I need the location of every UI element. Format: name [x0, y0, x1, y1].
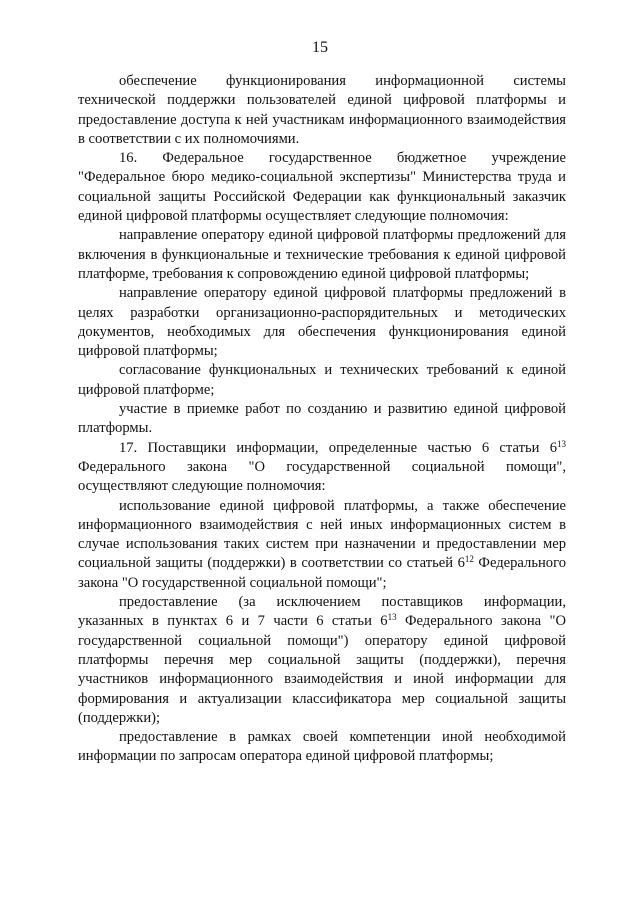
paragraph-text-part: Федерального закона "О государственной социальной помощи") оператору единой цифровой платформы перечня мер социальной защиты (поддержки), перечня участников информационного взаимодействия и иной информации для формирования и актуализации классификатора мер социальной защиты (поддержки); — [78, 613, 567, 726]
paragraph-item-16-approval: согласование функциональных и технических требований к единой цифровой платформе; — [78, 362, 566, 398]
paragraph-item-16-intro: 16. Федеральное государственное бюджетное учреждение "Федеральное бюро медико-социальной экспертизы" Министерства труда и социальной защиты Российской Федерации как функциональный заказчик единой цифровой платформы осуществляет следующие полномочия: — [78, 150, 566, 225]
paragraph-text-part: Федерального закона "О государственной социальной помощи"; — [78, 555, 566, 591]
paragraph-item-17-other-info: предоставление в рамках своей компетенции иной необходимой информации по запросам оператора единой цифровой платформы; — [78, 729, 566, 765]
page-number: 15 — [312, 39, 328, 56]
superscript-article-number: 12 — [464, 554, 474, 565]
paragraph-item-17-provide-lists — [78, 593, 566, 728]
paragraph-text-part: Федерального закона "О государственной социальной помощи", осуществляют следующие полномочия: — [78, 458, 566, 495]
paragraph-text-part: предоставление (за исключением поставщиков информации, указанных в пунктах 6 и 7 части 6 статьи 6 — [78, 594, 566, 630]
paragraph-item-16-proposals-requirements: направление оператору единой цифровой платформы предложений для включения в функциональные и технические требования к единой цифровой платформе, требования к сопровождению единой цифровой платформы; — [78, 227, 566, 282]
document-body — [78, 72, 566, 767]
superscript-article-number: 13 — [387, 612, 397, 623]
paragraph-text-part: 17. Поставщики информации, определенные частью 6 статьи 6 — [119, 439, 557, 456]
paragraph-item-16-acceptance: участие в приемке работ по созданию и развитию единой цифровой платформы. — [78, 401, 566, 437]
paragraph-item-17-intro — [78, 439, 566, 497]
paragraph-text-part: использование единой цифровой платформы, а также обеспечение информационного взаимодействия с ней иных информационных систем в случае использования таких систем при назначении и предоставлении мер социальной защиты (поддержки) в соответствии со статьей 6 — [78, 497, 566, 572]
paragraph-item-17-platform-use — [78, 497, 566, 593]
superscript-article-number: 13 — [557, 438, 566, 449]
paragraph-info-system-support: обеспечение функционирования информационной системы технической поддержки пользователей единой цифровой платформы и предоставление доступа к ней участникам информационного взаимодействия в соответствии с их полномочиями. — [78, 73, 566, 147]
paragraph-item-16-proposals-documents: направление оператору единой цифровой платформы предложений в целях разработки организационно-распорядительных и методических документов, необходимых для обеспечения функционирования единой цифровой платформы; — [78, 285, 566, 360]
